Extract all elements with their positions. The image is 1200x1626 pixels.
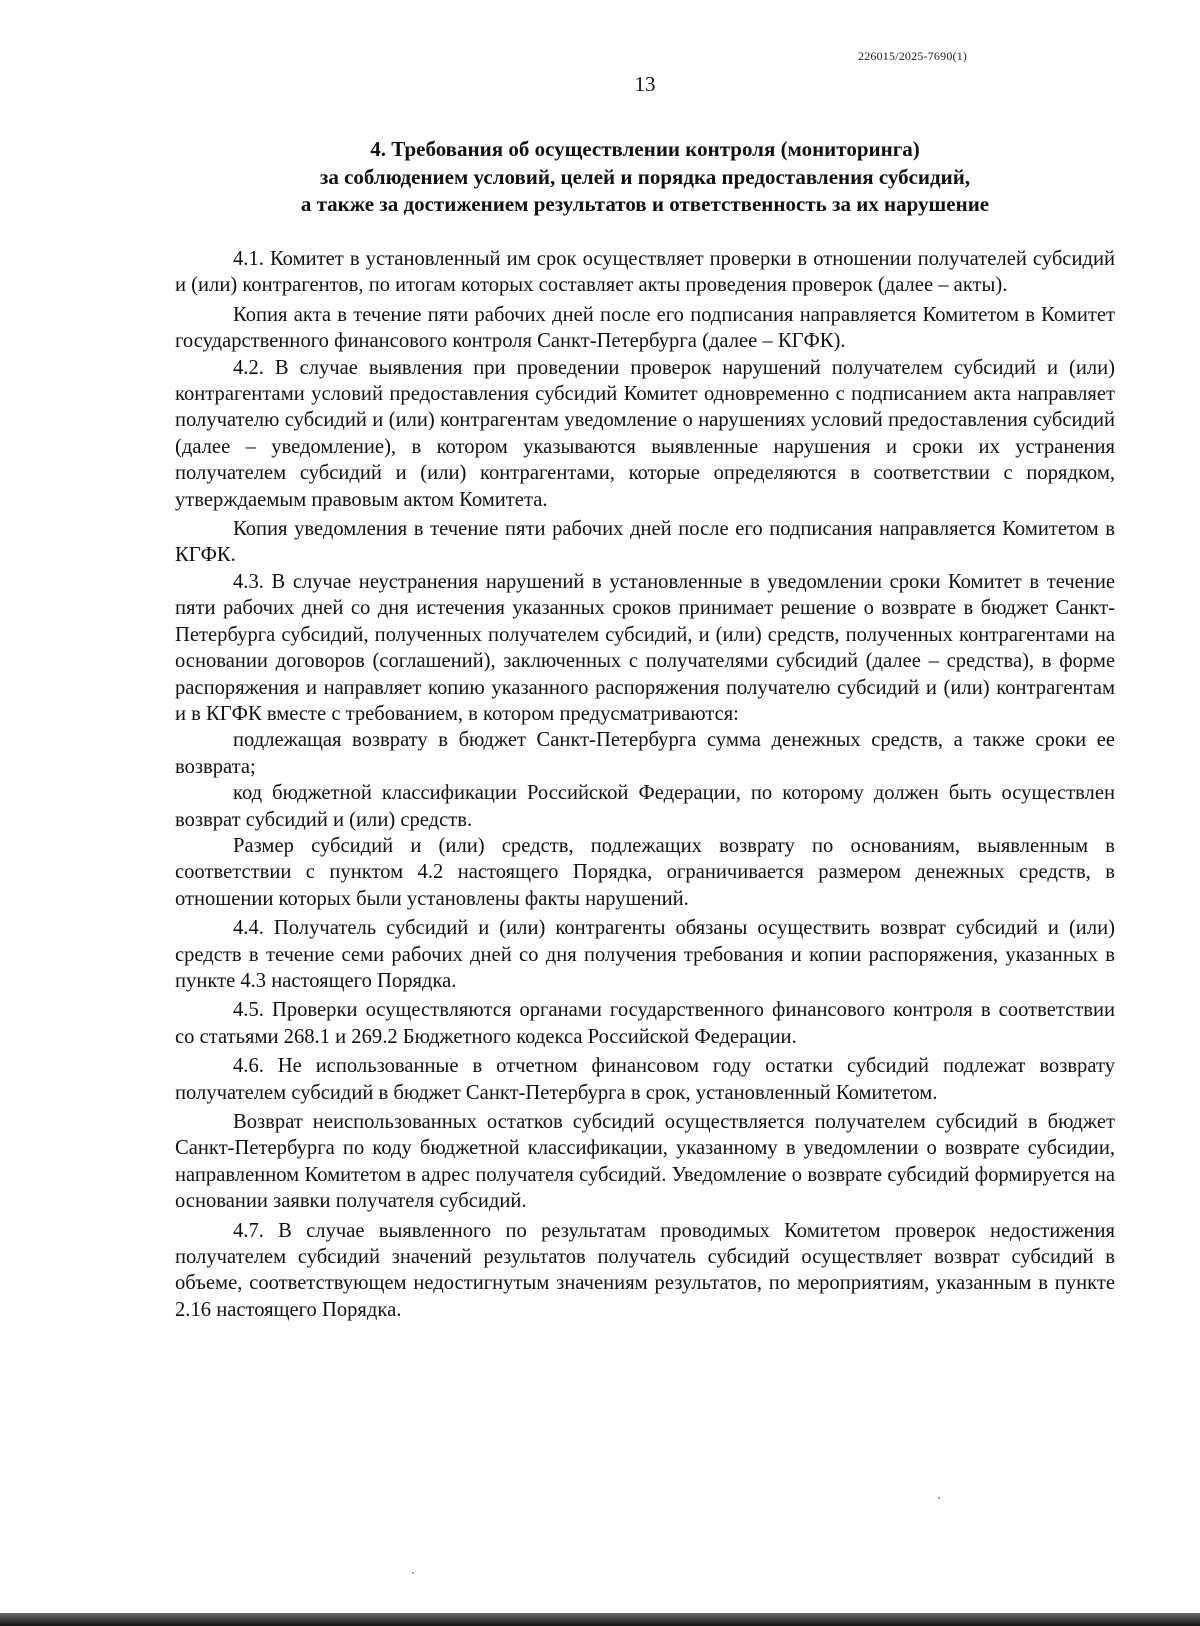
- section-body: [175, 246, 1115, 1323]
- section-title: [175, 136, 1115, 219]
- paragraph-4-7: 4.7. В случае выявленного по результатам проводимых Комитетом проверок недостижения получателем субсидий значений результатов получатель субсидий осуществляет возврат субсидий в объеме, соответствующем недостигнутым значениям результатов, по мероприятиям, указанным в пункте 2.16 настоящего Порядка.: [175, 1219, 1115, 1321]
- scan-bottom-edge: [0, 1613, 1200, 1626]
- paragraph-4-2-copy: Копия уведомления в течение пяти рабочих дней после его подписания направляется Комитетом в КГФК.: [175, 518, 1115, 567]
- section-title-line-1: 4. Требования об осуществлении контроля (мониторинга): [370, 137, 920, 161]
- paragraph-4-3-limit: Размер субсидий и (или) средств, подлежащих возврату по основаниям, выявленным в соответствии с пунктом 4.2 настоящего Порядка, ограничивается размером денежных средств, в отношении которых были установлены факты нарушений.: [175, 834, 1115, 910]
- paragraph-4-4: 4.4. Получатель субсидий и (или) контрагенты обязаны осуществить возврат субсидий и (или) средств в течение семи рабочих дней со дня получения требования и копии распоряжения, указанных в пункте 4.3 настоящего Порядка.: [175, 917, 1115, 992]
- page-number: 13: [634, 72, 656, 96]
- paragraph-4-3: 4.3. В случае неустранения нарушений в установленные в уведомлении сроки Комитет в течение пяти рабочих дней со дня истечения указанных сроков принимает решение о возврате в бюджет Санкт-Петербурга субсидий, полученных получателем субсидий, и (или) средств, полученных контрагентами на основании договоров (соглашений), заключенных с получателями субсидий (далее – средства), в форме распоряжения и направляет копию указанного распоряжения получателю субсидий и (или) контрагентам и в КГФК вместе с требованием, в котором предусматриваются:: [175, 570, 1115, 725]
- paragraph-4-6-return: Возврат неиспользованных остатков субсидий осуществляется получателем субсидий в бюджет Санкт-Петербурга по коду бюджетной классификации, указанному в уведомлении о возврате субсидии, направленном Комитетом в адрес получателя субсидий. Уведомление о возврате субсидий формируется на основании заявки получателя субсидий.: [175, 1111, 1115, 1213]
- section-title-line-3: а также за достижением результатов и ответственность за их нарушение: [300, 192, 990, 216]
- paragraph-4-5: 4.5. Проверки осуществляются органами государственного финансового контроля в соответствии со статьями 268.1 и 269.2 Бюджетного кодекса Российской Федерации.: [175, 999, 1115, 1048]
- section-title-line-2: за соблюдением условий, целей и порядка предоставления субсидий,: [319, 164, 971, 189]
- paragraph-4-1-copy: Копия акта в течение пяти рабочих дней после его подписания направляется Комитетом в Комитет государственного финансового контроля Санкт-Петербурга (далее – КГФК).: [175, 303, 1115, 353]
- scan-speck: [938, 1497, 940, 1499]
- scan-speck: [412, 1572, 414, 1574]
- document-registration-number: 226015/2025-7690(1): [858, 49, 968, 63]
- paragraph-4-1: 4.1. Комитет в установленный им срок осуществляет проверки в отношении получателей субсидий и (или) контрагентов, по итогам которых составляет акты проведения проверок (далее – акты).: [175, 248, 1115, 297]
- paragraph-4-3-item-2: код бюджетной классификации Российской Федерации, по которому должен быть осуществлен возврат субсидий и (или) средств.: [175, 782, 1115, 831]
- paragraph-4-2: 4.2. В случае выявления при проведении проверок нарушений получателем субсидий и (или) контрагентами условий предоставления субсидий Комитет одновременно с подписанием акта направляет получателю субсидий и (или) контрагентам уведомление о нарушениях условий предоставления субсидий (далее – уведомление), в котором указываются выявленные нарушения и сроки их устранения получателем субсидий и (или) контрагентами, которые определяются в соответствии с порядком, утверждаемым правовым актом Комитета.: [175, 356, 1115, 511]
- paragraph-4-3-item-1: подлежащая возврату в бюджет Санкт-Петербурга сумма денежных средств, а также сроки ее возврата;: [175, 729, 1115, 778]
- paragraph-4-6: 4.6. Не использованные в отчетном финансовом году остатки субсидий подлежат возврату получателем субсидий в бюджет Санкт-Петербурга в срок, установленный Комитетом.: [175, 1055, 1115, 1104]
